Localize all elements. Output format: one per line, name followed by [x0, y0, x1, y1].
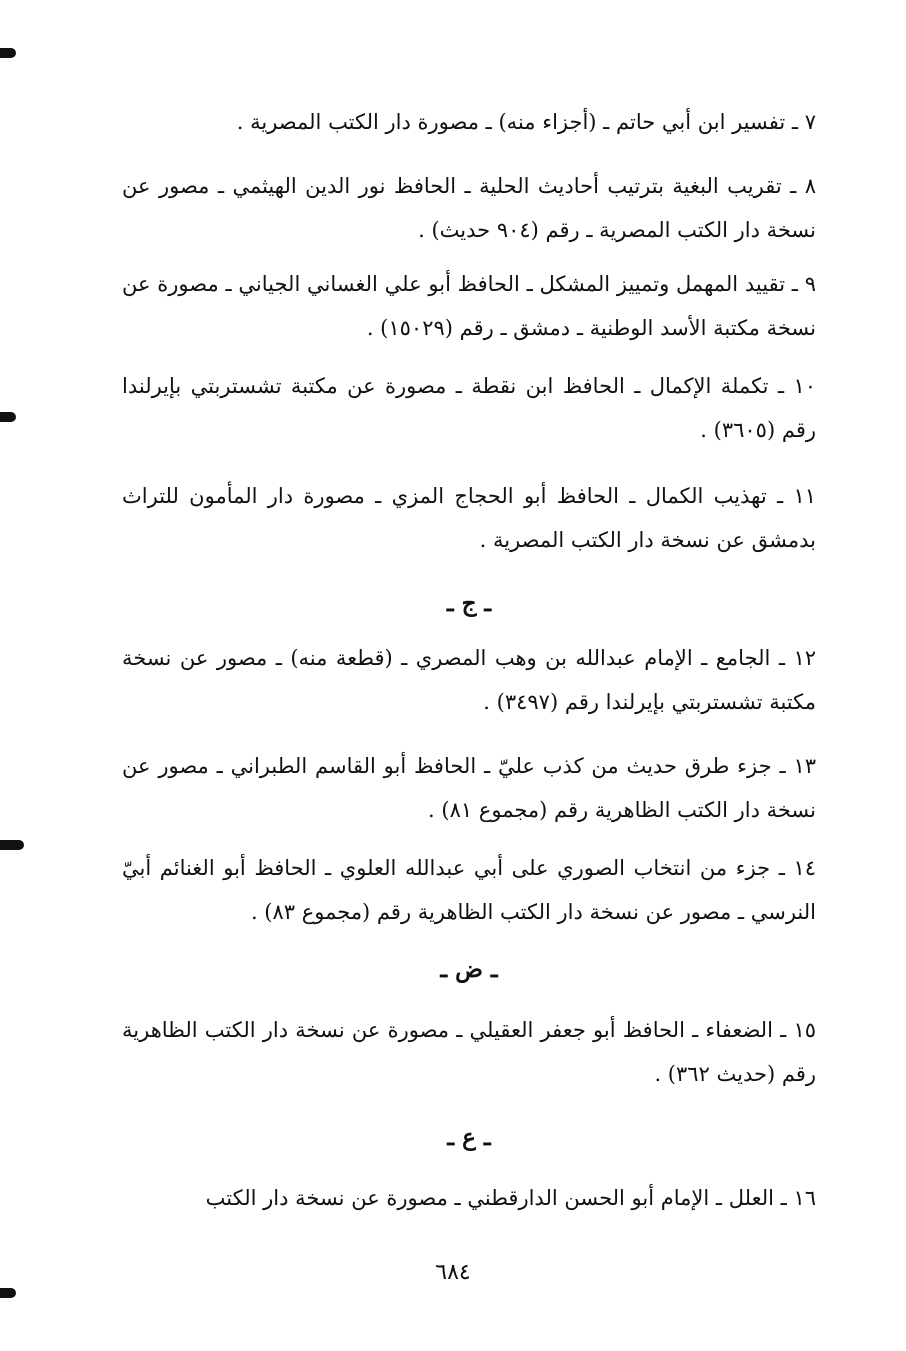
entry-10 [122, 364, 816, 452]
entry-9 [122, 262, 816, 350]
scan-edge-mark [0, 412, 16, 422]
section-heading-ayn: ـ ع ـ [447, 1124, 491, 1151]
entry-text: ١٠ ـ تكملة الإكمال ـ الحافظ ابن نقطة ـ مصورة عن مكتبة تشستربتي بإيرلندا رقم (٣٦٠٥) . [122, 374, 816, 442]
entry-text: ١٦ ـ العلل ـ الإمام أبو الحسن الدارقطني ـ مصورة عن نسخة دار الكتب [205, 1186, 816, 1210]
entry-8 [122, 164, 816, 252]
entry-14 [122, 846, 816, 934]
entry-7 [122, 100, 816, 144]
scan-edge-mark [0, 840, 24, 850]
entry-text: ٩ ـ تقييد المهمل وتمييز المشكل ـ الحافظ أبو علي الغساني الجياني ـ مصورة عن نسخة مكتبة الأسد الوطنية ـ دمشق ـ رقم (١٥٠٢٩) . [122, 272, 816, 340]
section-heading-jim: ـ ج ـ [446, 590, 492, 617]
entry-text: ١٥ ـ الضعفاء ـ الحافظ أبو جعفر العقيلي ـ مصورة عن نسخة دار الكتب الظاهرية رقم (حديث ٣٦٢) . [122, 1018, 816, 1086]
entry-text: ١٣ ـ جزء طرق حديث من كذب عليّ ـ الحافظ أبو القاسم الطبراني ـ مصور عن نسخة دار الكتب الظاهرية رقم (مجموع ٨١) . [122, 754, 816, 822]
entry-text: ٧ ـ تفسير ابن أبي حاتم ـ (أجزاء منه) ـ مصورة دار الكتب المصرية . [236, 110, 816, 134]
entry-12 [122, 636, 816, 724]
entry-15 [122, 1008, 816, 1096]
entry-text: ١٤ ـ جزء من انتخاب الصوري على أبي عبدالله العلوي ـ الحافظ أبو الغنائم أبيّ النرسي ـ مصور عن نسخة دار الكتب الظاهرية رقم (مجموع ٨٣) . [122, 856, 816, 924]
scan-edge-mark [0, 48, 16, 58]
entry-16 [122, 1176, 816, 1220]
page-number: ٦٨٤ [435, 1260, 471, 1285]
scan-edge-mark [0, 1288, 16, 1298]
entry-text: ١١ ـ تهذيب الكمال ـ الحافظ أبو الحجاج المزي ـ مصورة دار المأمون للتراث بدمشق عن نسخة دار الكتب المصرية . [122, 484, 816, 552]
entry-13 [122, 744, 816, 832]
entry-11 [122, 474, 816, 562]
section-heading-dad: ـ ض ـ [440, 956, 498, 983]
entry-text: ٨ ـ تقريب البغية بترتيب أحاديث الحلية ـ الحافظ نور الدين الهيثمي ـ مصور عن نسخة دار الكتب المصرية ـ رقم (٩٠٤ حديث) . [122, 174, 816, 242]
entry-text: ١٢ ـ الجامع ـ الإمام عبدالله بن وهب المصري ـ (قطعة منه) ـ مصور عن نسخة مكتبة تشستربتي بإيرلندا رقم (٣٤٩٧) . [122, 646, 816, 714]
